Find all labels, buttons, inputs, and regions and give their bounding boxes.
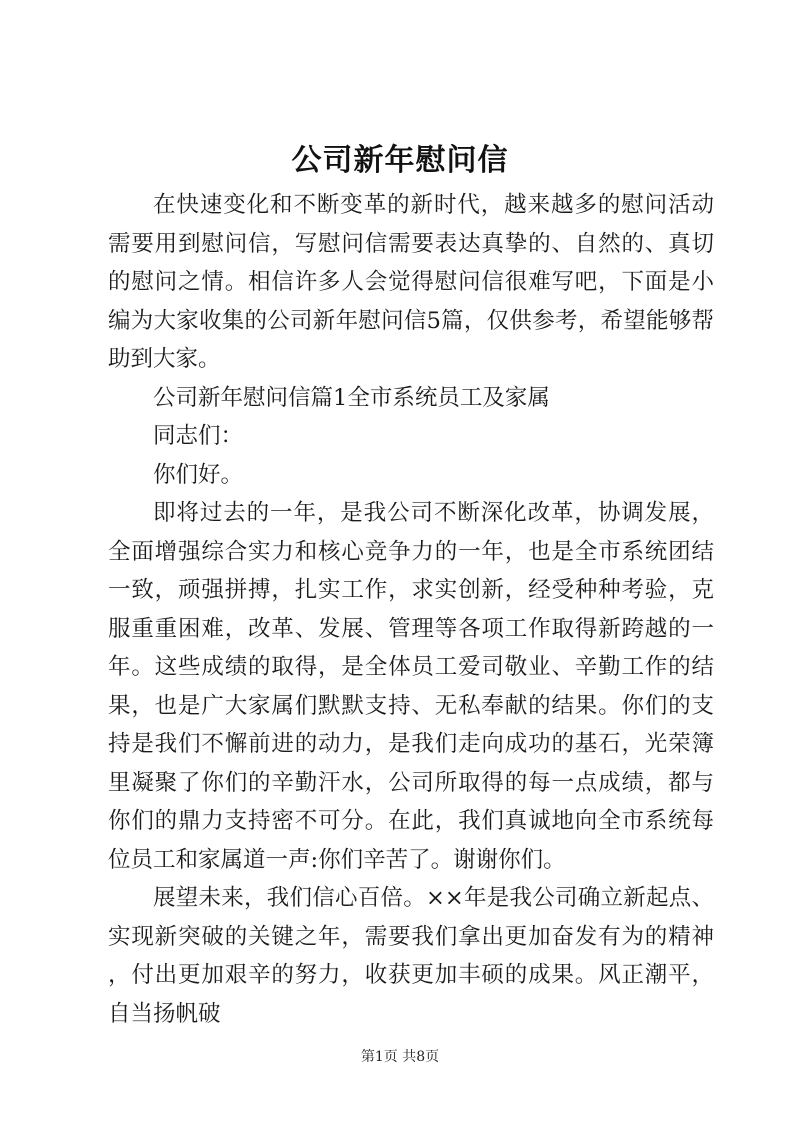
paragraph-intro: 在快速变化和不断变革的新时代，越来越多的慰问活动需要用到慰问信，写慰问信需要表达真挚的、自然的、真切的慰问之情。相信许多人会觉得慰问信很难写吧，下面是小编为大家收集的公司新年慰问信5篇，仅供参考，希望能够帮助到大家。 <box>108 192 714 372</box>
document-title: 公司新年慰问信 <box>291 143 509 178</box>
paragraph-outlook: 展望未来，我们信心百倍。××年是我公司确立新起点、实现新突破的关键之年，需要我们拿出更加奋发有为的精神，付出更加艰辛的努力，收获更加丰硕的成果。风正潮平，自当扬帆破 <box>108 885 714 1027</box>
page-footer: 第1页 共8页 <box>360 1049 440 1065</box>
paragraph-review: 即将过去的一年，是我公司不断深化改革，协调发展，全面增强综合实力和核心竞争力的一年，也是全市系统团结一致，顽强拼搏，扎实工作，求实创新，经受种种考验，克服重重困难，改革、发展、管理等各项工作取得新跨越的一年。这些成绩的取得，是全体员工爱司敬业、辛勤工作的结果，也是广大家属们默默支持、无私奉献的结果。你们的支持是我们不懈前进的动力，是我们走向成功的基石，光荣簿里凝聚了你们的辛勤汗水，公司所取得的每一点成绩，都与你们的鼎力支持密不可分。在此，我们真诚地向全市系统每位员工和家属道一声:你们辛苦了。谢谢你们。 <box>108 500 714 873</box>
paragraph-greeting: 你们好。 <box>153 461 244 488</box>
paragraph-salutation: 同志们： <box>153 423 244 449</box>
paragraph-letter-heading: 公司新年慰问信篇1全市系统员工及家属 <box>153 384 550 411</box>
document-body <box>108 186 714 1033</box>
